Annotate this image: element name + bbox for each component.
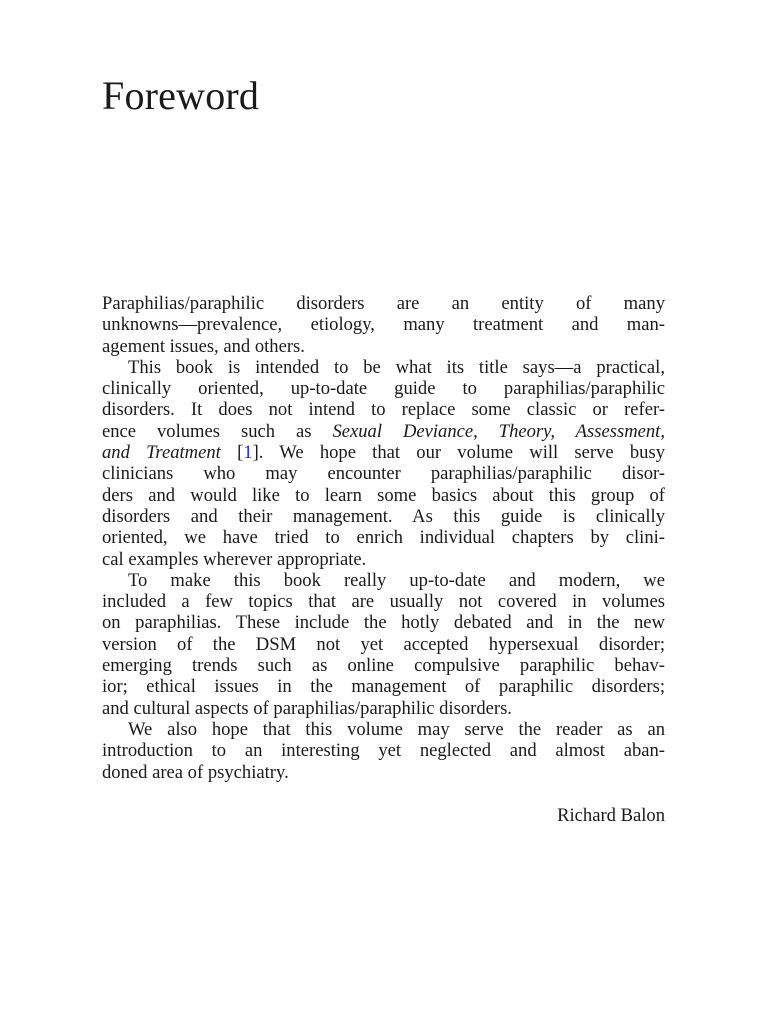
paragraph-4 [102, 719, 665, 783]
text-line: on paraphilias. These include the hotly debated and in the new [102, 612, 665, 634]
author-signature: Richard Balon [557, 805, 665, 826]
text-fragment: [ [220, 442, 244, 464]
paragraph-3 [102, 570, 665, 719]
text-line [102, 421, 665, 442]
text-line: included a few topics that are usually not covered in volumes [102, 591, 665, 613]
text-line: clinically oriented, up-to-date guide to paraphilias/paraphilic [102, 378, 665, 400]
text-line: To make this book really up-to-date and modern, we [128, 569, 665, 591]
text-line: oriented, we have tried to enrich individual chapters by clini- [102, 527, 665, 549]
paragraph-1 [102, 293, 665, 357]
paragraph-2 [102, 357, 665, 570]
text-line: We also hope that this volume may serve the reader as an [128, 718, 665, 740]
text-line: ior; ethical issues in the management of paraphilic disorders; [102, 676, 665, 698]
text-line: This book is intended to be what its title says—a practical, [128, 356, 665, 378]
book-title-italic: and Treatment [102, 442, 221, 464]
citation-link[interactable]: 1 [243, 442, 253, 464]
foreword-body [102, 293, 665, 783]
text-line: disorders and their management. As this guide is clinically [102, 505, 665, 527]
text-line: doned area of psychiatry. [102, 761, 289, 783]
text-line: agement issues, and others. [102, 335, 305, 357]
text-line: emerging trends such as online compulsive paraphilic behav- [102, 655, 665, 677]
text-line: unknowns—prevalence, etiology, many treatment and man- [102, 314, 665, 336]
text-line [102, 442, 665, 463]
text-line: version of the DSM not yet accepted hypersexual disorder; [102, 633, 665, 655]
text-line: introduction to an interesting yet neglected and almost aban- [102, 740, 665, 762]
text-line: and cultural aspects of paraphilias/paraphilic disorders. [102, 697, 512, 719]
text-line: clinicians who may encounter paraphilias/paraphilic disor- [102, 463, 665, 485]
page-title: Foreword [102, 73, 260, 118]
text-line: disorders. It does not intend to replace some classic or refer- [102, 399, 665, 421]
book-title-italic: Sexual Deviance, Theory, Assessment, [332, 420, 665, 442]
text-fragment: ence volumes such as [102, 420, 333, 442]
text-line: cal examples wherever appropriate. [102, 548, 367, 570]
text-fragment: ]. We hope that our volume will serve busy [252, 442, 666, 464]
text-line: ders and would like to learn some basics about this group of [102, 484, 665, 506]
text-line: Paraphilias/paraphilic disorders are an entity of many [102, 293, 665, 314]
